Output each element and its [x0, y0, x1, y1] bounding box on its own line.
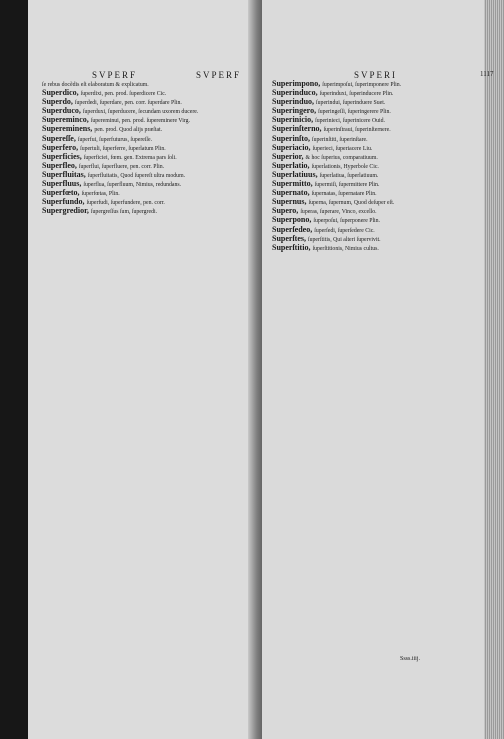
entry-headword: Supernato,	[272, 188, 312, 198]
dictionary-entry	[272, 198, 472, 207]
entry-definition: & hoc ſuperius, comparatiuum.	[305, 154, 378, 161]
entry-headword: Superfero,	[42, 142, 81, 152]
entry-definition: ſuperficiei, fœm. gen. Extrema pars ſoli.	[83, 154, 177, 161]
entry-definition: ſupernatas, ſupernatare Plin.	[311, 191, 377, 198]
entry-definition: ſuperflua, ſuperfluum, Nimius, redundans.	[83, 182, 182, 189]
entry-definition: ſuperlationis, Hyperbole Cic.	[311, 163, 379, 170]
entry-headword: Superfluus,	[42, 179, 84, 189]
dictionary-entry	[42, 207, 240, 216]
entry-headword: Supereminens,	[42, 124, 95, 134]
entry-definition: ſupereminui, pen. prod. ſupereminere Virg.	[90, 118, 190, 125]
dictionary-entry	[272, 244, 472, 253]
page-edges	[484, 0, 504, 739]
entry-definition: ſuperlatiua, ſuperlatiuum.	[319, 172, 379, 179]
scan-background	[0, 0, 28, 739]
entry-headword: Superdo,	[42, 97, 75, 107]
entry-definition: ſuperingeſſi, ſuperingerere Plin.	[318, 109, 391, 116]
entry-headword: Superinduo,	[272, 97, 317, 107]
entry-definition: ſuperfœtas, Plin.	[81, 191, 120, 198]
entry-headword: Superingero,	[272, 106, 319, 116]
right-column	[272, 80, 472, 253]
entry-headword: Superduco,	[42, 106, 83, 116]
entry-definition: ſuperieci, ſuperiacere Liu.	[312, 145, 373, 152]
entry-definition: ſuperfudi, ſuperfundere, pen. corr.	[86, 200, 165, 207]
entry-headword: Superfundo,	[42, 197, 87, 207]
entry-definition: ſuperflui, ſuperfluere, pen. corr. Plin.	[78, 163, 165, 170]
entry-definition: ſuperinſtiti, ſuperinſtare.	[312, 136, 368, 143]
entry-headword: Supereminco,	[42, 115, 91, 125]
entry-definition: ſupergreſſus ſum, ſupergredi.	[90, 209, 158, 216]
entry-headword: Superdico,	[42, 88, 81, 98]
entry-headword: Supereſſe,	[42, 133, 78, 143]
entry-headword: Superfleo,	[42, 160, 79, 170]
entry-headword: Superſtitio,	[272, 242, 313, 252]
entry-definition: ſuperna, ſupernum, Quod deſuper eſt.	[308, 200, 395, 207]
entry-definition: ſuperinduxi, ſuperinducere Plin.	[319, 91, 394, 98]
center-running-head: SVPERF	[196, 70, 242, 80]
entry-headword: Superinduco,	[272, 88, 320, 98]
entry-definition: ſuperinſtraui, ſuperinſternere.	[323, 127, 391, 134]
entry-definition: pen. prod. Quod alijs præſtat.	[94, 127, 163, 134]
entry-headword: Supermitto,	[272, 179, 315, 189]
entry-headword: Superinicio,	[272, 115, 316, 125]
entry-definition: ſuperas, ſuperare, Vinco, excello.	[300, 209, 377, 216]
entry-headword: Superficies,	[42, 151, 84, 161]
entry-definition: ſuperſedi, ſuperſedere Cic.	[314, 227, 375, 234]
entry-headword: Superfluitas,	[42, 169, 88, 179]
entry-headword: Superlatiuus,	[272, 169, 320, 179]
entry-headword: Superiacio,	[272, 142, 313, 152]
entry-definition: ſe rebus docẽdis eſt elaboratum & explicatum.	[42, 82, 149, 88]
entry-definition: ſuperſtitionis, Nimius cultus.	[312, 245, 379, 252]
entry-headword: Superimpono,	[272, 79, 323, 88]
entry-headword: Supero,	[272, 206, 301, 216]
entry-definition: ſuperduxi, ſuperducere, ſecundam uxorem ducere.	[82, 109, 199, 116]
entry-headword: Superfœto,	[42, 188, 82, 198]
entry-headword: Superſedeo,	[272, 224, 315, 234]
folio-number: 1117	[480, 70, 494, 78]
entry-definition: ſuperindui, ſuperinduere Suet.	[316, 100, 386, 107]
left-running-head: SVPERF	[92, 70, 138, 80]
entry-definition: ſuperfluitatis, Quod ſupereſt ultra modum.	[87, 172, 186, 179]
entry-headword: Superlatio,	[272, 160, 312, 170]
entry-definition: ſuperimpoſui, ſuperimponere Plin.	[322, 82, 402, 88]
entry-definition: ſuperdixi, pen. prod. ſuperdicere Cic.	[80, 91, 167, 98]
entry-headword: Superior,	[272, 151, 306, 161]
entry-headword: Superinſto,	[272, 133, 313, 143]
entry-headword: Supernus,	[272, 197, 309, 207]
entry-definition: ſuperfui, ſuperfuturus, ſupereſſe.	[77, 136, 153, 143]
entry-headword: Supergredior,	[42, 206, 91, 216]
entry-definition: ſuperinieci, ſuperinicere Ouid.	[315, 118, 385, 125]
entry-headword: Superſtes,	[272, 233, 308, 243]
entry-definition: ſupermiſi, ſupermittere Plin.	[314, 182, 380, 189]
left-column	[42, 80, 240, 216]
entry-definition: ſuperdedi, ſuperdare, pen. corr. ſuperdare Plin.	[74, 100, 182, 107]
entry-definition: ſuperſtitis, Qui alteri ſupervivit.	[308, 236, 381, 243]
entry-definition: ſupertuli, ſuperferre, ſuperlatum Plin.	[80, 145, 166, 152]
entry-headword: Superinſterno,	[272, 124, 324, 134]
signature-mark: Ssss.iiij.	[400, 656, 421, 662]
entry-headword: Superpono,	[272, 215, 314, 225]
right-running-head: SVPERI	[354, 70, 398, 80]
entry-definition: ſuperpoſui, ſuperponere Plin.	[313, 218, 381, 225]
